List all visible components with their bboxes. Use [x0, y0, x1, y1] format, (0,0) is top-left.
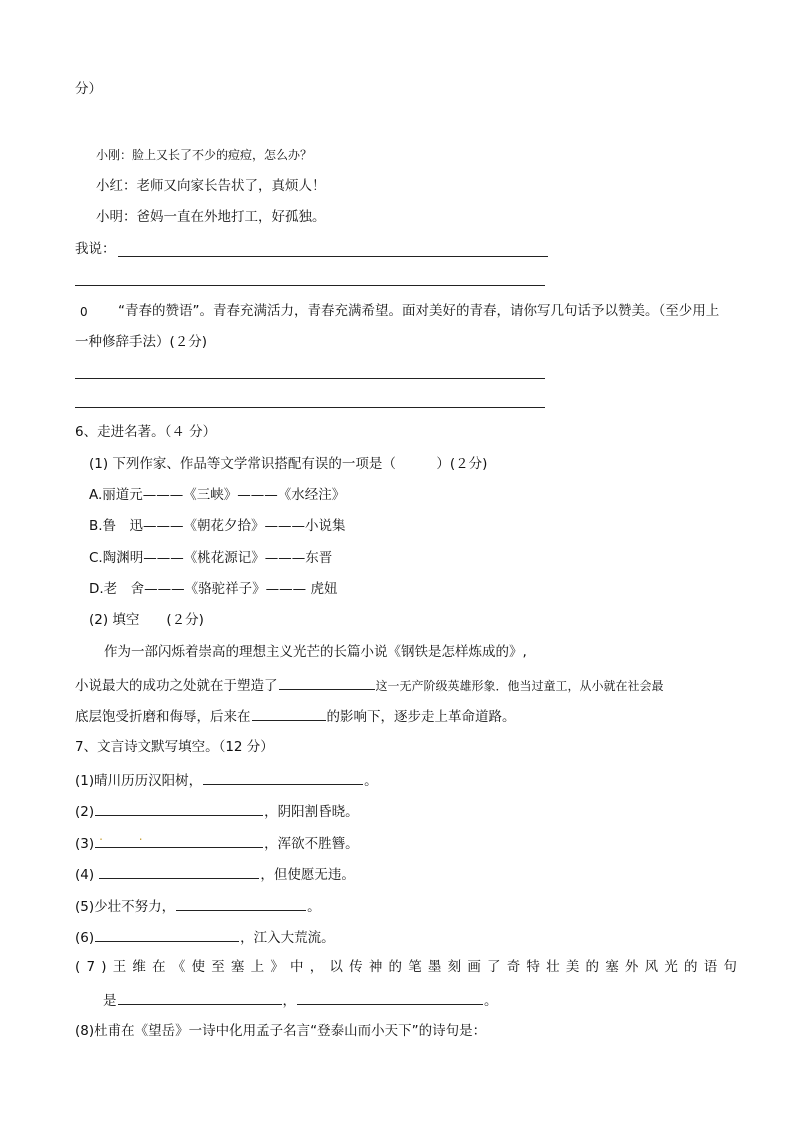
top-fragment: 分） [75, 81, 102, 97]
dialogue-xiaohong: 小红：老师又向家长告状了，真烦人！ [96, 178, 326, 194]
poem-text: 。 [364, 773, 378, 789]
paragraph-text: 底层饱受折磨和侮辱，后来在 [75, 709, 251, 725]
dialogue-xiaoming: 小明：爸妈一直在外地打工，好孤独。 [96, 209, 326, 225]
poem-item-5 [75, 896, 321, 916]
poem-item-7-line1: (7)王维在《使至塞上》中，以传神的笔墨刻画了奇特壮美的塞外风光的语句 [75, 959, 744, 975]
answer-line[interactable] [75, 407, 545, 408]
poem-text: ，阴阳割昏晓。 [264, 804, 359, 820]
paragraph-line1: 作为一部闪烁着崇高的理想主义光芒的长篇小说《钢铁是怎样炼成的》, [104, 644, 527, 660]
poem-text: (1)晴川历历汉阳树， [75, 773, 203, 789]
poem-text: ，江入大荒流。 [240, 930, 335, 946]
fill-blank[interactable] [99, 864, 259, 879]
poem-item-2 [75, 801, 359, 821]
pencil-marks: . . [99, 829, 145, 843]
fill-blank[interactable] [95, 829, 263, 848]
poem-item-1 [75, 770, 378, 790]
poem-item-7-line2 [103, 990, 498, 1010]
answer-line[interactable] [75, 378, 545, 379]
fill-blank[interactable] [176, 896, 306, 911]
poem-text: (2) [75, 804, 95, 820]
fill-blank[interactable] [95, 927, 239, 942]
fill-blank[interactable] [203, 770, 363, 785]
question-6-sub2: (2) 填空 (２分) [89, 612, 204, 628]
poem-text: ，但使愿无违。 [260, 867, 355, 883]
answer-line[interactable] [75, 285, 545, 286]
poem-item-3 [75, 829, 359, 853]
question-5b-line2: 一种修辞手法）(２分) [75, 334, 208, 350]
fill-blank[interactable] [118, 990, 282, 1005]
poem-text: 。 [307, 899, 321, 915]
question-6-sub1: (1) 下列作家、作品等文学常识搭配有误的一项是（ ）(２分) [89, 456, 488, 472]
option-c[interactable]: C.陶渊明———《桃花源记》———东晋 [89, 550, 333, 566]
poem-text: (5)少壮不努力， [75, 899, 176, 915]
dialogue-xiaogang: 小刚：脸上又长了不少的痘痘，怎么办？ [96, 148, 313, 162]
question-6-title: 6、走进名著。（４ 分） [75, 424, 217, 440]
fill-blank[interactable] [297, 990, 483, 1005]
poem-text: ， [282, 993, 296, 1009]
question-5b-line1: “青春的赞语”。青春充满活力，青春充满希望。面对美好的青春，请你写几句话予以赞美。（至少用上 [118, 303, 720, 319]
poem-text: 是 [103, 993, 117, 1009]
question-7-title: 7、文言诗文默写填空。（12 分） [75, 739, 274, 755]
paragraph-line3 [75, 706, 516, 726]
poem-text: 。 [484, 993, 498, 1009]
fill-blank[interactable] [279, 675, 375, 690]
option-d[interactable]: D.老 舍———《骆驼祥子》——— 虎妞 [89, 581, 338, 597]
paragraph-text: 这一无产阶级英雄形象．他当过童工，从小就在社会最 [375, 679, 664, 693]
poem-item-8: (8)杜甫在《望岳》一诗中化用孟子名言“登泰山而小天下”的诗句是： [75, 1023, 487, 1039]
poem-item-6 [75, 927, 335, 947]
paragraph-text: 的影响下，逐步走上革命道路。 [326, 709, 516, 725]
poem-text: (4) [75, 867, 99, 883]
option-a[interactable]: A.丽道元———《三峡》———《水经注》 [89, 487, 346, 503]
option-b[interactable]: B.鲁 迅———《朝花夕拾》———小说集 [89, 518, 346, 534]
fill-blank[interactable] [95, 801, 263, 816]
poem-text: (6) [75, 930, 95, 946]
poem-text: (3) [75, 836, 95, 852]
paragraph-line2 [75, 675, 664, 695]
question-marker: 0 [80, 305, 88, 319]
poem-text: ，浑欲不胜簪。 [264, 836, 359, 852]
i-say-label: 我说： [75, 241, 116, 257]
poem-item-4 [75, 864, 355, 884]
paragraph-text: 小说最大的成功之处就在于塑造了 [75, 678, 278, 694]
fill-blank[interactable] [252, 706, 326, 721]
answer-line[interactable] [118, 256, 548, 257]
